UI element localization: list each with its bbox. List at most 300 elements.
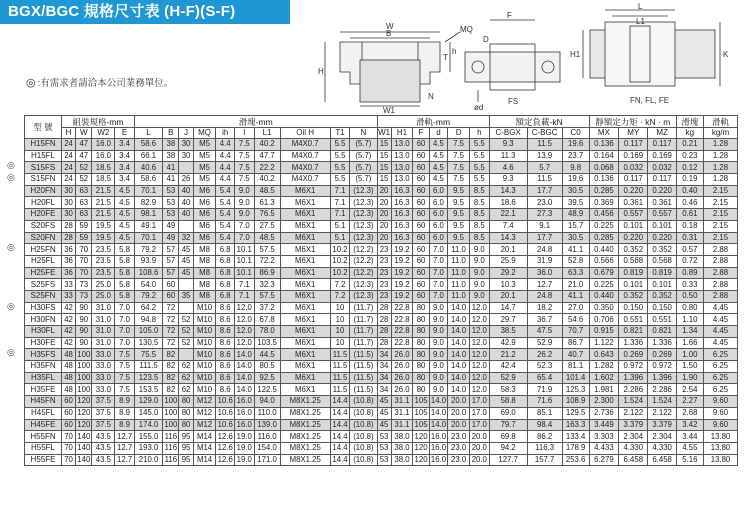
table-cell: 23.5 xyxy=(92,267,115,279)
table-cell: (12.3) xyxy=(350,209,377,221)
table-cell: 70 xyxy=(76,267,92,279)
table-cell: 4.45 xyxy=(703,337,737,349)
table-cell: 10.2 xyxy=(330,255,350,267)
table-cell: 16.0 xyxy=(234,407,254,419)
table-cell: 37.5 xyxy=(92,396,115,408)
table-cell: 129.0 xyxy=(134,396,162,408)
table-cell: 1.28 xyxy=(703,174,737,186)
table-cell: 5.8 xyxy=(115,290,135,302)
table-cell: (5.7) xyxy=(350,139,377,151)
table-cell: 0.568 xyxy=(619,255,648,267)
table-cell: 57.5 xyxy=(254,290,280,302)
table-cell: 16.0 xyxy=(430,431,447,441)
table-cell: 22.8 xyxy=(391,302,413,314)
table-cell: 43.5 xyxy=(92,454,115,466)
table-cell: M12 xyxy=(193,396,216,408)
table-cell: 72 xyxy=(163,314,179,326)
table-cell: 9.0 xyxy=(469,290,489,302)
table-cell: 105 xyxy=(414,419,428,429)
table-cell: 2.88 xyxy=(703,290,737,302)
model-cell: H20FL xyxy=(25,197,62,209)
table-cell: 13.0 xyxy=(391,150,413,162)
table-cell: M10 xyxy=(193,314,216,326)
table-cell: 0.220 xyxy=(619,185,648,197)
label-h-small: h xyxy=(452,47,457,56)
table-cell: M8X1.25 xyxy=(280,396,330,408)
table-cell: 0.361 xyxy=(648,197,676,209)
table-cell: 14.3 xyxy=(489,185,527,197)
table-cell: 52 xyxy=(179,337,193,349)
table-cell: 16.3 xyxy=(391,185,413,197)
table-cell: 16.0 xyxy=(430,443,447,453)
table-cell: 10.6 xyxy=(217,419,233,429)
table-cell: 2.286 xyxy=(619,384,648,396)
table-cell: 0.12 xyxy=(676,162,703,174)
table-cell: 0.117 xyxy=(619,139,648,151)
table-cell: 48 xyxy=(62,349,76,361)
table-cell: 80 xyxy=(179,419,193,431)
column-header: Oil H xyxy=(280,128,330,139)
availability-marks xyxy=(0,0,24,514)
table-row xyxy=(25,326,738,338)
table-cell: 90 xyxy=(76,326,92,338)
table-cell: 3.44 xyxy=(676,431,703,443)
table-cell: 52.3 xyxy=(527,361,562,373)
table-cell: 70 xyxy=(62,431,76,443)
table-row xyxy=(25,419,738,431)
table-cell: 45 xyxy=(179,244,193,256)
table-cell: 26.0 xyxy=(391,372,413,384)
table-cell: 76.5 xyxy=(254,209,280,221)
table-row xyxy=(25,314,738,326)
label-t: T xyxy=(443,53,448,62)
table-cell: 5.1 xyxy=(330,232,350,244)
table-cell: 14.0 xyxy=(430,396,447,406)
table-cell: 157.7 xyxy=(527,454,562,466)
table-cell: M10 xyxy=(193,337,216,349)
table-cell xyxy=(179,220,193,232)
table-cell: 7.4 xyxy=(489,220,527,232)
table-cell: 23.0 xyxy=(527,197,562,209)
table-cell: 40 xyxy=(179,197,193,209)
table-cell: 11.5 xyxy=(527,139,562,151)
table-cell: 24 xyxy=(62,150,76,162)
technical-drawings xyxy=(300,2,750,114)
table-cell: 80 xyxy=(413,372,429,384)
table-cell: 1.336 xyxy=(648,337,676,349)
table-cell: 25.9 xyxy=(489,255,527,267)
table-cell: 5.4 xyxy=(216,197,235,209)
table-cell: (12.3) xyxy=(350,290,377,302)
table-cell: 4.4 xyxy=(216,174,235,186)
table-cell: 125.3 xyxy=(562,384,589,396)
table-cell: M6X1 xyxy=(280,209,330,221)
table-cell: 85.1 xyxy=(527,407,562,419)
table-cell: 0.101 xyxy=(619,220,648,232)
table-row xyxy=(25,349,738,361)
table-cell: M10 xyxy=(193,384,216,396)
table-cell: 28 xyxy=(62,220,76,232)
table-cell: 48 xyxy=(62,361,76,373)
table-cell: (11.7) xyxy=(350,337,377,349)
table-cell: 34 xyxy=(377,384,391,396)
table-cell: 92.5 xyxy=(254,372,280,384)
table-cell: 3.303 xyxy=(589,431,618,443)
table-cell: 4.330 xyxy=(619,442,648,454)
model-cell: H45FL xyxy=(25,407,62,419)
header-block: 滑塊-mm xyxy=(134,116,377,128)
table-cell: 111.5 xyxy=(134,361,162,373)
table-cell: 140 xyxy=(77,454,91,464)
table-cell: 40.6 xyxy=(134,162,162,174)
table-cell: M5 xyxy=(193,174,216,186)
table-cell: 7.5 xyxy=(115,372,135,384)
table-cell: 19.2 xyxy=(391,267,413,279)
table-cell: 8.5 xyxy=(469,232,489,244)
label-f: F xyxy=(507,11,512,20)
table-cell: 11.3 xyxy=(489,150,527,162)
table-cell: 80 xyxy=(413,361,429,373)
table-cell: 2.88 xyxy=(703,267,737,279)
table-cell: 0.72 xyxy=(676,255,703,267)
table-cell: 98.1 xyxy=(134,209,162,221)
table-cell: 5.5 xyxy=(330,139,350,151)
table-cell: 31.0 xyxy=(92,337,115,349)
table-cell: 120 xyxy=(77,396,91,406)
table-cell: 20.0 xyxy=(469,454,489,466)
table-cell: 31.1 xyxy=(391,419,413,431)
table-cell: 9.5 xyxy=(448,185,470,197)
label-od: ød xyxy=(474,103,484,112)
table-cell: 80 xyxy=(179,396,193,408)
column-header: T1 xyxy=(330,128,350,139)
table-row xyxy=(25,302,738,314)
table-cell: M6X1 xyxy=(280,244,330,256)
table-cell: 0.117 xyxy=(648,174,676,186)
model-cell: H20FE xyxy=(25,209,62,221)
label-h1: H1 xyxy=(570,50,581,59)
label-k: K xyxy=(723,50,729,59)
table-cell: 10.2 xyxy=(330,244,350,256)
table-cell: 14.7 xyxy=(489,302,527,314)
table-cell: 22.8 xyxy=(391,337,413,349)
model-cell: H35FE xyxy=(25,384,62,396)
table-cell: 6.458 xyxy=(648,454,676,466)
table-cell: 253.6 xyxy=(562,454,589,466)
table-cell: 11.0 xyxy=(448,267,470,279)
table-cell: M6X1 xyxy=(280,384,330,396)
table-cell: 18.5 xyxy=(92,162,115,174)
table-cell: 0.220 xyxy=(619,232,648,244)
table-cell: 58.6 xyxy=(134,139,162,151)
table-cell: 24 xyxy=(62,139,76,151)
table-cell: 6.0 xyxy=(429,209,448,221)
table-cell: 28 xyxy=(377,314,391,326)
table-cell: 4.433 xyxy=(589,442,618,454)
table-cell: 7.1 xyxy=(234,290,254,302)
table-cell: 0.169 xyxy=(619,150,648,162)
table-cell: 6.25 xyxy=(703,361,737,373)
dimension-drawing xyxy=(300,2,750,114)
table-cell: 2.15 xyxy=(703,209,737,221)
table-cell: 12.0 xyxy=(469,349,489,361)
column-header: MY xyxy=(619,128,648,139)
table-cell: (12.3) xyxy=(350,197,377,209)
table-cell: 7.5 xyxy=(115,361,135,373)
table-cell: 0.150 xyxy=(648,302,676,314)
table-cell: M10 xyxy=(193,302,216,314)
table-cell: 9.8 xyxy=(562,162,589,174)
table-cell: 100 xyxy=(164,396,178,406)
table-cell: 108.9 xyxy=(562,396,589,408)
table-cell: 9.5 xyxy=(448,197,470,209)
label-mq: MQ xyxy=(460,25,473,34)
table-cell: M6X1 xyxy=(280,337,330,349)
table-cell: 4.5 xyxy=(115,232,135,244)
table-row xyxy=(25,162,738,174)
table-cell: 95 xyxy=(179,431,193,443)
table-cell: 10 xyxy=(330,337,350,349)
model-cell: H55FL xyxy=(25,442,62,454)
table-cell: 1.50 xyxy=(676,361,703,373)
table-cell: 1.90 xyxy=(676,372,703,384)
column-header: d xyxy=(429,128,448,139)
table-cell: 4.5 xyxy=(429,150,448,162)
table-cell: 8.9 xyxy=(115,396,135,408)
table-cell: 120 xyxy=(414,443,428,453)
table-cell: 101.4 xyxy=(562,372,589,384)
table-cell: 0.136 xyxy=(589,139,618,151)
table-cell: 16.3 xyxy=(391,209,413,221)
table-cell: 0.117 xyxy=(619,174,648,186)
table-cell: 0.285 xyxy=(589,185,618,197)
column-header: ih xyxy=(216,128,235,139)
table-cell: 54.0 xyxy=(134,279,162,291)
table-cell: 6.8 xyxy=(216,279,235,291)
table-cell: 6.25 xyxy=(703,349,737,361)
table-cell: 5.8 xyxy=(115,244,135,256)
table-cell: 43.5 xyxy=(92,431,115,443)
table-cell: 36 xyxy=(62,244,76,256)
table-cell: 63 xyxy=(76,185,92,197)
table-cell: (10.8) xyxy=(350,442,377,454)
table-cell: 34 xyxy=(377,372,391,384)
table-cell: 20.1 xyxy=(489,290,527,302)
table-cell: 82 xyxy=(163,372,179,384)
table-cell: 94.8 xyxy=(134,314,162,326)
table-row xyxy=(25,372,738,384)
table-cell: 6.8 xyxy=(216,267,235,279)
table-cell: 1.336 xyxy=(619,337,648,349)
table-cell: 21.0 xyxy=(562,279,589,291)
header-rail-weight: 滑軌 xyxy=(703,116,737,128)
table-cell: 61.3 xyxy=(254,197,280,209)
table-cell: 1.396 xyxy=(619,372,648,384)
table-cell: M8X1.25 xyxy=(280,407,330,419)
table-cell: 105 xyxy=(414,408,428,418)
model-cell: S25FN xyxy=(25,290,62,302)
table-cell: 21.5 xyxy=(92,185,115,197)
table-cell: 0.269 xyxy=(619,349,648,361)
model-cell: S15FN xyxy=(25,174,62,186)
table-cell: 7.2 xyxy=(330,290,350,302)
table-cell: 12.0 xyxy=(469,372,489,384)
note-mark: ◎ xyxy=(26,77,36,89)
model-cell: H25FL xyxy=(25,255,62,267)
table-cell: 69.0 xyxy=(489,407,527,419)
table-cell: 52.8 xyxy=(562,255,589,267)
table-cell: 153.5 xyxy=(134,384,162,396)
table-cell: 8.6 xyxy=(216,337,235,349)
table-cell: M12 xyxy=(193,419,216,431)
table-cell: 9.0 xyxy=(429,372,448,384)
table-cell: M6 xyxy=(193,220,216,232)
table-cell: 80 xyxy=(179,407,193,419)
table-cell: 193.0 xyxy=(134,442,162,454)
model-cell: H20FN xyxy=(25,185,62,197)
table-cell: (10.8) xyxy=(350,407,377,419)
table-cell: 19.2 xyxy=(391,255,413,267)
spec-table-body xyxy=(25,139,738,466)
table-cell: 80 xyxy=(413,302,429,314)
table-cell: 41.1 xyxy=(562,290,589,302)
label-fs: FS xyxy=(508,97,519,106)
table-cell: 12.7 xyxy=(527,279,562,291)
table-cell: 10 xyxy=(330,314,350,326)
column-header: L xyxy=(134,128,162,139)
table-cell: 7.0 xyxy=(429,267,448,279)
table-cell: 47.7 xyxy=(254,150,280,162)
table-cell: 0.557 xyxy=(619,209,648,221)
table-cell: 0.352 xyxy=(648,244,676,256)
availability-mark: ◎ xyxy=(7,160,15,170)
table-cell: 0.568 xyxy=(648,255,676,267)
table-cell: 0.352 xyxy=(648,290,676,302)
table-cell: 3.4 xyxy=(115,174,135,186)
table-cell: 33 xyxy=(62,290,76,302)
table-cell: M4X0.7 xyxy=(280,174,330,186)
table-cell: 40 xyxy=(179,209,193,221)
table-cell: 14.0 xyxy=(448,349,470,361)
table-cell: 37.5 xyxy=(92,407,115,419)
model-cell: S15FS xyxy=(25,162,62,174)
table-cell: M8 xyxy=(193,290,216,302)
availability-mark: ◎ xyxy=(7,301,15,311)
table-cell: M4X0.7 xyxy=(280,150,330,162)
table-cell: M10 xyxy=(193,349,216,361)
table-cell: 21.2 xyxy=(489,349,527,361)
table-cell: 5.5 xyxy=(330,150,350,162)
table-cell: 17.7 xyxy=(527,185,562,197)
table-cell: 100 xyxy=(77,349,91,359)
table-cell: 73 xyxy=(76,279,92,291)
table-cell: 48.5 xyxy=(254,232,280,244)
table-cell: 133.4 xyxy=(562,431,589,443)
table-cell: 9.0 xyxy=(429,302,448,314)
table-cell: 86.2 xyxy=(527,431,562,443)
table-cell: 7.0 xyxy=(115,326,135,338)
table-cell: 5.8 xyxy=(115,255,135,267)
table-cell: 100 xyxy=(164,408,178,418)
table-cell: 38 xyxy=(163,150,179,162)
table-cell: 40.2 xyxy=(254,174,280,186)
table-cell: 14.4 xyxy=(330,431,350,443)
table-cell: 70 xyxy=(76,255,92,267)
table-cell: 26.0 xyxy=(391,384,413,396)
table-cell: 13.80 xyxy=(703,431,737,443)
header-moment: 靜額定力矩 · kN · m xyxy=(589,116,676,128)
table-cell: 45 xyxy=(179,267,193,279)
table-cell: 7.5 xyxy=(115,384,135,396)
table-cell: 42 xyxy=(62,314,76,326)
table-cell: 60 xyxy=(62,407,76,419)
table-cell: 60 xyxy=(413,290,429,302)
table-cell: (10.8) xyxy=(350,419,377,431)
column-header: MZ xyxy=(648,128,676,139)
table-cell: 100 xyxy=(164,419,178,429)
table-cell: 13.80 xyxy=(703,454,737,466)
table-row xyxy=(25,197,738,209)
table-cell: 14.0 xyxy=(234,349,254,361)
table-cell: 5.4 xyxy=(216,209,235,221)
table-cell: M6X1 xyxy=(280,255,330,267)
table-cell: 30.5 xyxy=(562,232,589,244)
table-cell: 12.6 xyxy=(217,431,233,441)
column-header: H1 xyxy=(391,128,413,139)
table-cell: 9.0 xyxy=(469,244,489,256)
model-cell: H25FE xyxy=(25,267,62,279)
table-cell: 4.45 xyxy=(703,326,737,338)
table-cell: 12.0 xyxy=(234,314,254,326)
table-cell: 100 xyxy=(77,373,91,383)
table-cell: 62 xyxy=(179,361,193,373)
table-cell: 9.0 xyxy=(429,337,448,349)
table-cell: 4.4 xyxy=(216,139,235,151)
table-cell: 1.10 xyxy=(676,314,703,326)
table-row xyxy=(25,290,738,302)
table-cell: 42.4 xyxy=(489,361,527,373)
table-cell: 0.101 xyxy=(648,220,676,232)
table-cell: (11.7) xyxy=(350,302,377,314)
table-cell: 41 xyxy=(163,174,179,186)
table-cell: 28 xyxy=(377,326,391,338)
table-cell: 0.915 xyxy=(589,326,618,338)
header-rail: 滑軌-mm xyxy=(377,116,489,128)
table-cell: 9.60 xyxy=(703,396,737,408)
table-cell: 81.1 xyxy=(562,361,589,373)
table-cell: M6 xyxy=(193,232,216,244)
table-cell: 20.0 xyxy=(448,419,470,431)
table-cell: 0.557 xyxy=(648,209,676,221)
note-text: :有需求者請洽本公司業務單位。 xyxy=(37,78,174,89)
table-cell: 15 xyxy=(377,139,391,151)
table-cell: 17.7 xyxy=(527,232,562,244)
table-cell: 69.8 xyxy=(489,431,527,443)
table-cell: 11.5 xyxy=(330,384,350,396)
table-cell: 4.330 xyxy=(648,442,676,454)
table-cell: 9.0 xyxy=(429,314,448,326)
table-cell xyxy=(179,349,193,361)
table-cell: 20 xyxy=(377,220,391,232)
table-cell: 6.25 xyxy=(703,384,737,396)
table-cell: 86.9 xyxy=(254,267,280,279)
table-cell: 60 xyxy=(413,162,429,174)
table-cell: 70 xyxy=(62,442,76,454)
table-cell: M8X1.25 xyxy=(280,454,330,466)
table-cell: 79.2 xyxy=(134,290,162,302)
table-cell: 17.0 xyxy=(469,407,489,419)
model-cell: H55FE xyxy=(25,454,62,466)
